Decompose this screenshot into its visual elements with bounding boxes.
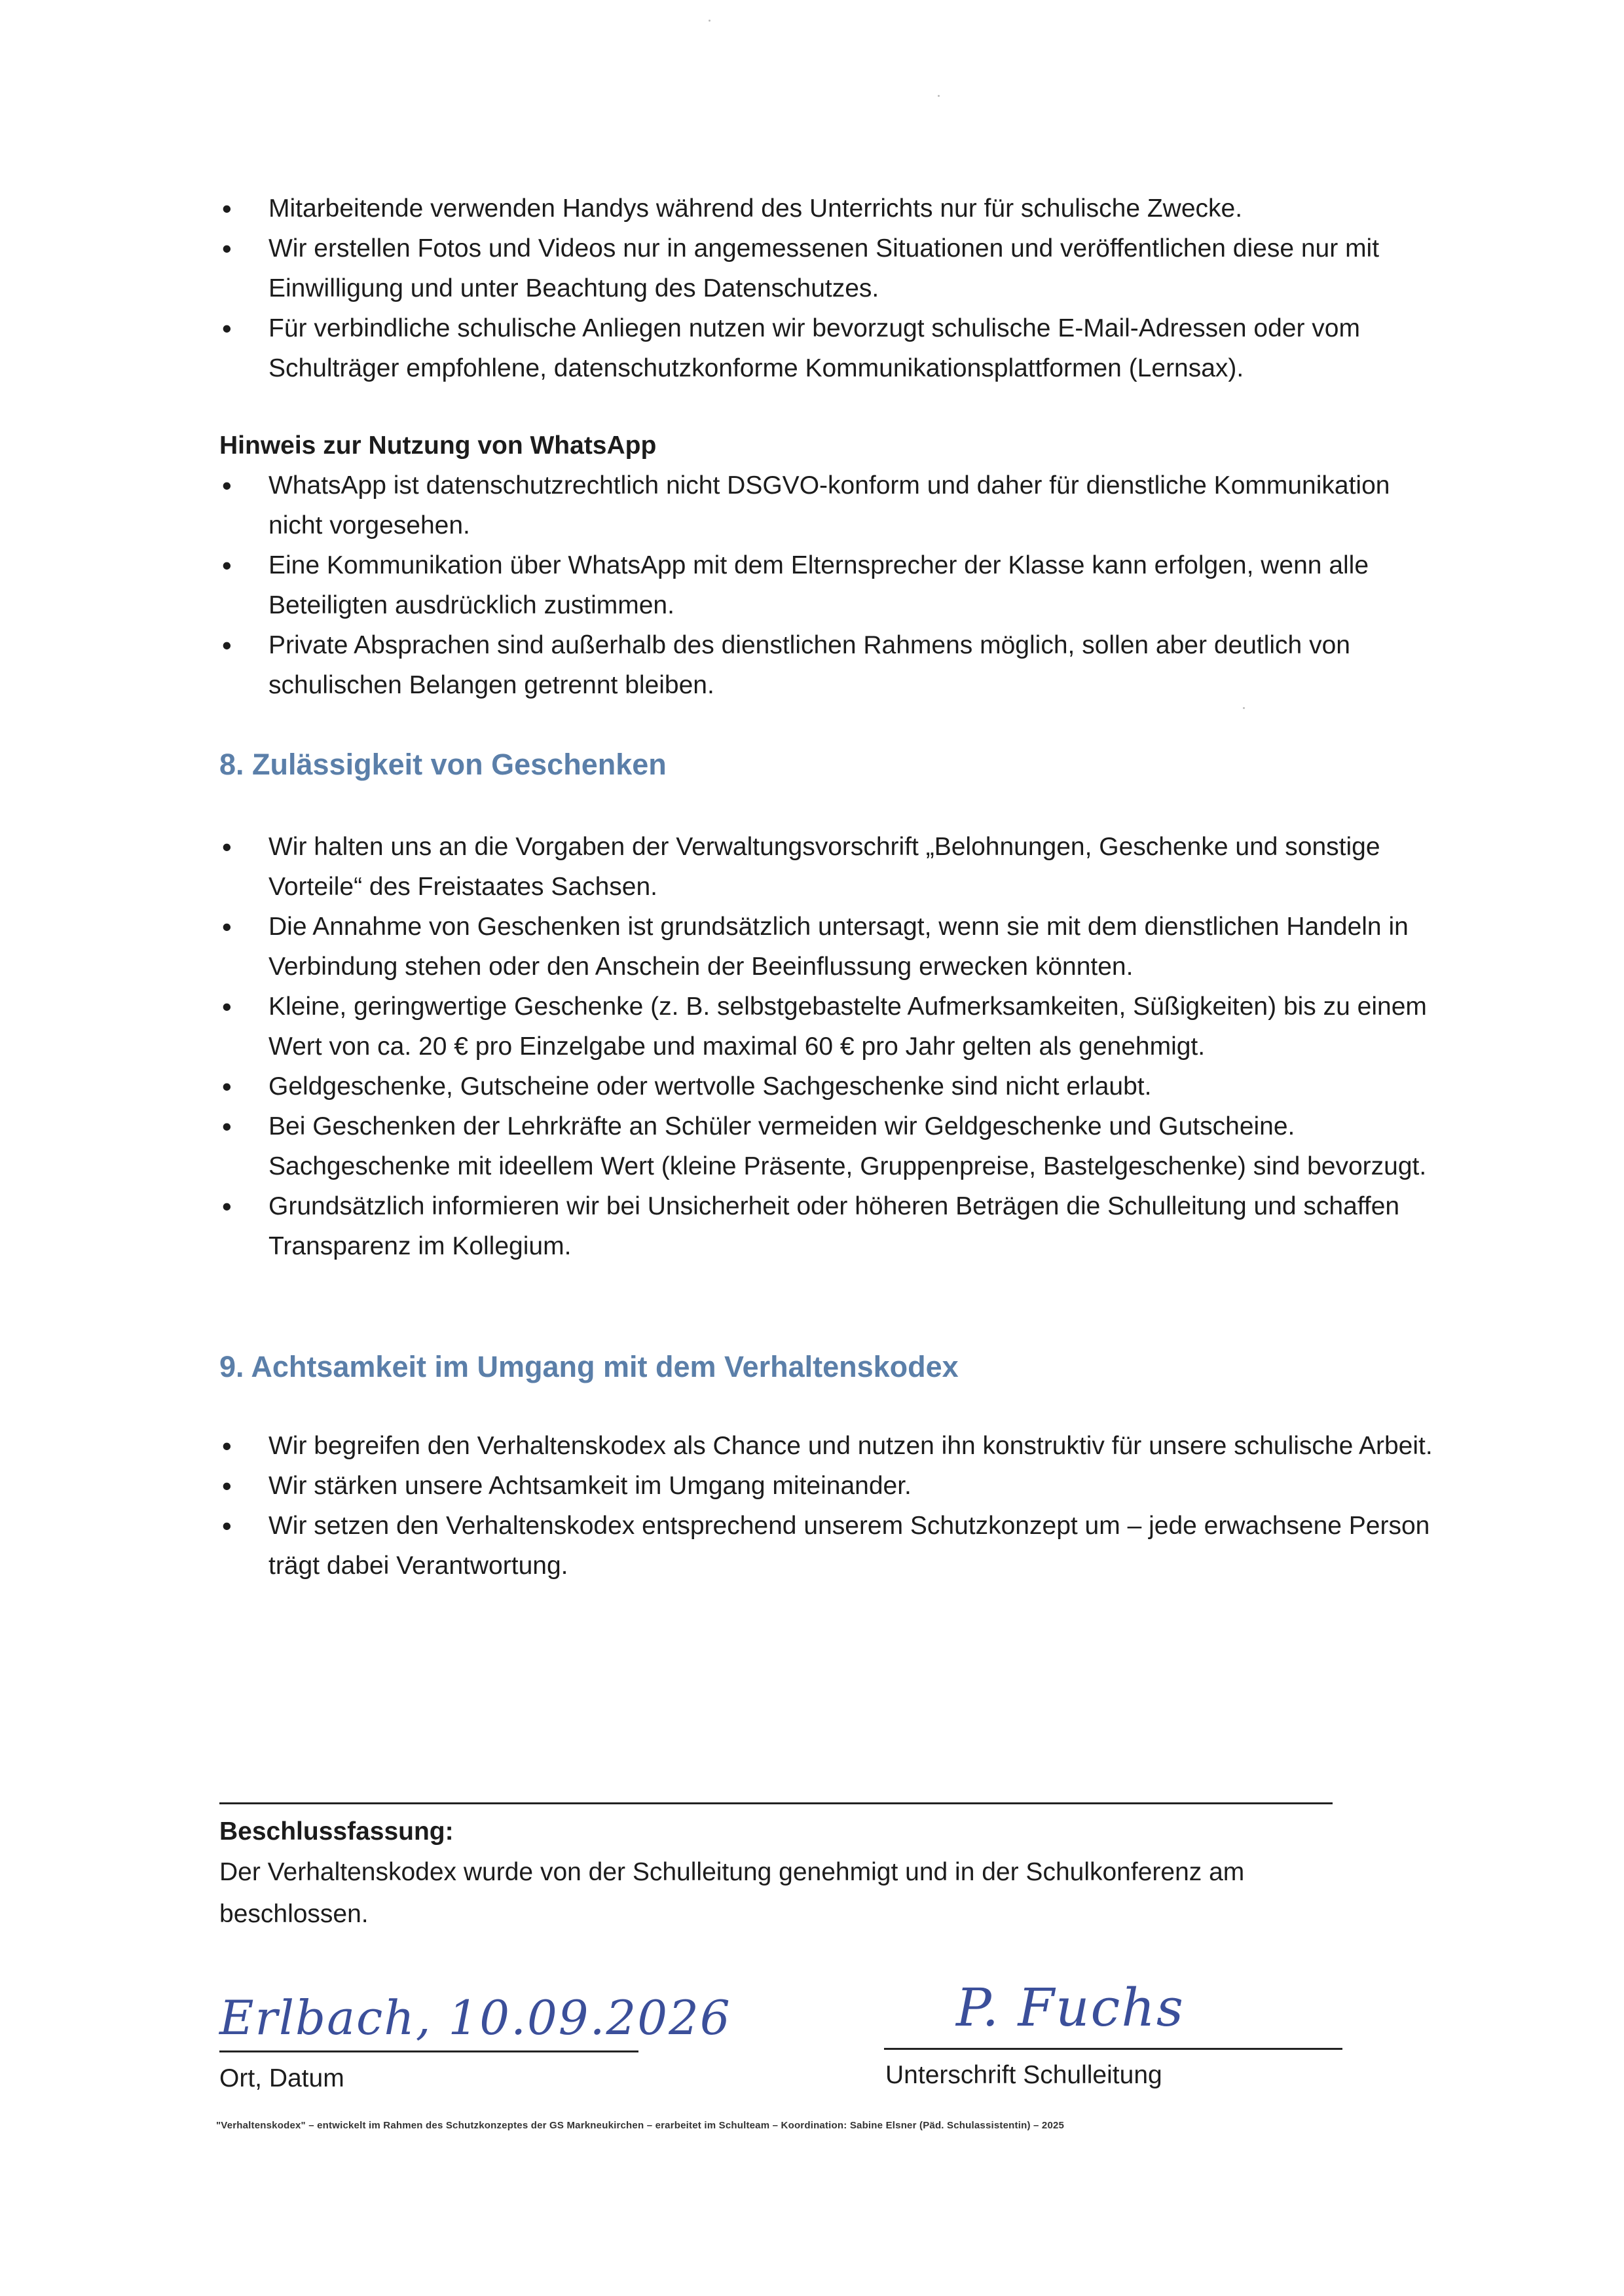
- place-date-label: Ort, Datum: [219, 2064, 344, 2092]
- footer-note: "Verhaltenskodex" – entwickelt im Rahmen des Schutzkonzeptes der GS Markneukirchen – erarbeitet im Schulteam – Koordination: Sabine Elsner (Päd. Schulassistentin) – 2025: [216, 2120, 1065, 2131]
- list-item: • WhatsApp ist datenschutzrechtlich nicht DSGVO-konform und daher für dienstliche Kommunikation nicht vorgesehen.: [219, 465, 1437, 545]
- resolution-text: Der Verhaltenskodex wurde von der Schulleitung genehmigt und in der Schulkonferenz am beschlossen.: [219, 1858, 1245, 1928]
- list-item: • Wir stärken unsere Achtsamkeit im Umgang miteinander.: [219, 1466, 1437, 1506]
- list-item: • Wir begreifen den Verhaltenskodex als Chance und nutzen ihn konstruktiv für unsere schulische Arbeit.: [219, 1426, 1437, 1466]
- section-9-heading: 9. Achtsamkeit im Umgang mit dem Verhaltenskodex: [219, 1350, 959, 1383]
- resolution-title: Beschlussfassung:: [219, 1817, 454, 1846]
- principal-label: Unterschrift Schulleitung: [885, 2061, 1162, 2089]
- list-item: • Wir erstellen Fotos und Videos nur in angemessenen Situationen und veröffentlichen diese nur mit Einwilligung und unter Beachtung des Datenschutzes.: [219, 228, 1437, 308]
- resolution-block: [219, 1812, 1385, 1935]
- section-8-block: [219, 827, 1437, 1266]
- list-item: • Eine Kommunikation über WhatsApp mit dem Elternsprecher der Klasse kann erfolgen, wenn alle Beteiligten ausdrücklich zustimmen.: [219, 545, 1437, 625]
- list-item: • Geldgeschenke, Gutscheine oder wertvolle Sachgeschenke sind nicht erlaubt.: [219, 1066, 1437, 1106]
- whatsapp-notice: [219, 426, 1437, 705]
- list-item: • Die Annahme von Geschenken ist grundsätzlich untersagt, wenn sie mit dem dienstlichen Handeln in Verbindung stehen oder den Anschein der Beeinflussung erwecken könnten.: [219, 907, 1437, 987]
- section-8-heading: 8. Zulässigkeit von Geschenken: [219, 748, 667, 781]
- place-date-line: [219, 2050, 638, 2052]
- scan-speck: [938, 95, 940, 97]
- intro-list: [219, 189, 1437, 388]
- section-8-list: [219, 827, 1437, 1266]
- list-item: • Bei Geschenken der Lehrkräfte an Schüler vermeiden wir Geldgeschenke und Gutscheine. Sachgeschenke mit ideellem Wert (kleine Präsente, Gruppenpreise, Bastelgeschenke) sind bevorzugt.: [219, 1106, 1437, 1186]
- section-9-block: [219, 1426, 1437, 1586]
- list-item: • Für verbindliche schulische Anliegen nutzen wir bevorzugt schulische E-Mail-Adressen oder vom Schulträger empfohlene, datenschutzkonforme Kommunikationsplattformen (Lernsax).: [219, 308, 1437, 388]
- list-item: • Wir setzen den Verhaltenskodex entsprechend unserem Schutzkonzept um – jede erwachsene Person trägt dabei Verantwortung.: [219, 1506, 1437, 1586]
- section-9-list: [219, 1426, 1437, 1586]
- principal-signature: P. Fuchs: [956, 1977, 1185, 2038]
- whatsapp-heading: Hinweis zur Nutzung von WhatsApp: [219, 431, 657, 460]
- list-item: • Private Absprachen sind außerhalb des dienstlichen Rahmens möglich, sollen aber deutlich von schulischen Belangen getrennt bleiben.: [219, 625, 1437, 705]
- scan-speck: [1243, 707, 1245, 709]
- place-date-handwriting: Erlbach, 10.09.2026: [219, 1990, 731, 2045]
- list-item: • Kleine, geringwertige Geschenke (z. B. selbstgebastelte Aufmerksamkeiten, Süßigkeiten) bis zu einem Wert von ca. 20 € pro Einzelgabe und maximal 60 € pro Jahr gelten als genehmigt.: [219, 987, 1437, 1066]
- principal-signature-line: [884, 2048, 1342, 2050]
- resolution-divider: [219, 1802, 1333, 1804]
- whatsapp-list: [219, 465, 1437, 705]
- list-item: • Grundsätzlich informieren wir bei Unsicherheit oder höheren Beträgen die Schulleitung und schaffen Transparenz im Kollegium.: [219, 1186, 1437, 1266]
- list-item: • Wir halten uns an die Vorgaben der Verwaltungsvorschrift „Belohnungen, Geschenke und sonstige Vorteile“ des Freistaates Sachsen.: [219, 827, 1437, 907]
- scan-speck: [709, 20, 710, 22]
- list-item: • Mitarbeitende verwenden Handys während des Unterrichts nur für schulische Zwecke.: [219, 189, 1437, 228]
- intro-list-block: [219, 189, 1437, 388]
